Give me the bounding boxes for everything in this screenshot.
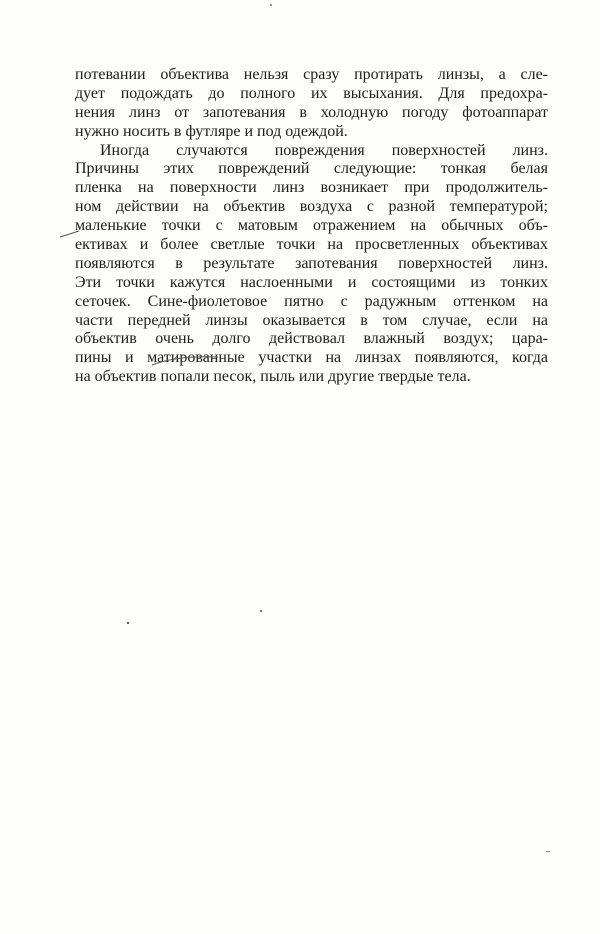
text-line: части передней линзы оказывается в том случае, если на bbox=[75, 311, 548, 329]
text-line: маленькие точки с матовым отражением на обычных объ- bbox=[75, 217, 548, 235]
pencil-tick-mark bbox=[58, 228, 82, 240]
text-line: объектив очень долго действовал влажный воздух; цара- bbox=[75, 330, 548, 348]
text-line: на объектив попали песок, пыль или другие твердые тела. bbox=[75, 368, 471, 386]
text-line: ективах и более светлые точки на просветленных объективах bbox=[75, 236, 548, 254]
text-line: ном действии на объектив воздуха с разной температурой; bbox=[75, 198, 548, 216]
text-line: нения линз от запотевания в холодную погоду фотоаппарат bbox=[75, 103, 548, 121]
text-line: пины и матированные участки на линзах появляются, когда bbox=[75, 349, 548, 367]
pencil-underline-mark bbox=[150, 354, 220, 368]
text-line: Эти точки кажутся наслоенными и состоящими из тонких bbox=[75, 273, 548, 291]
page-speck bbox=[546, 851, 550, 852]
page-speck bbox=[260, 610, 262, 612]
text-line: дует подождать до полного их высыхания. Для предохра- bbox=[75, 84, 548, 102]
body-text bbox=[75, 66, 548, 387]
text-line: сеточек. Сине-фиолетовое пятно с радужным оттенком на bbox=[75, 292, 548, 310]
text-line: Причины этих повреждений следующие: тонкая белая bbox=[75, 160, 548, 178]
text-line: пленка на поверхности линз возникает при продолжитель- bbox=[75, 179, 548, 197]
text-line: нужно носить в футляре и под одеждой. bbox=[75, 122, 348, 140]
text-line: Иногда случаются повреждения поверхностей линз. bbox=[100, 141, 548, 159]
page-speck bbox=[270, 4, 272, 6]
text-line: появляются в результате запотевания поверхностей линз. bbox=[75, 254, 548, 272]
page-speck bbox=[127, 622, 129, 624]
text-line: потевании объектива нельзя сразу протирать линзы, а сле- bbox=[75, 66, 548, 83]
